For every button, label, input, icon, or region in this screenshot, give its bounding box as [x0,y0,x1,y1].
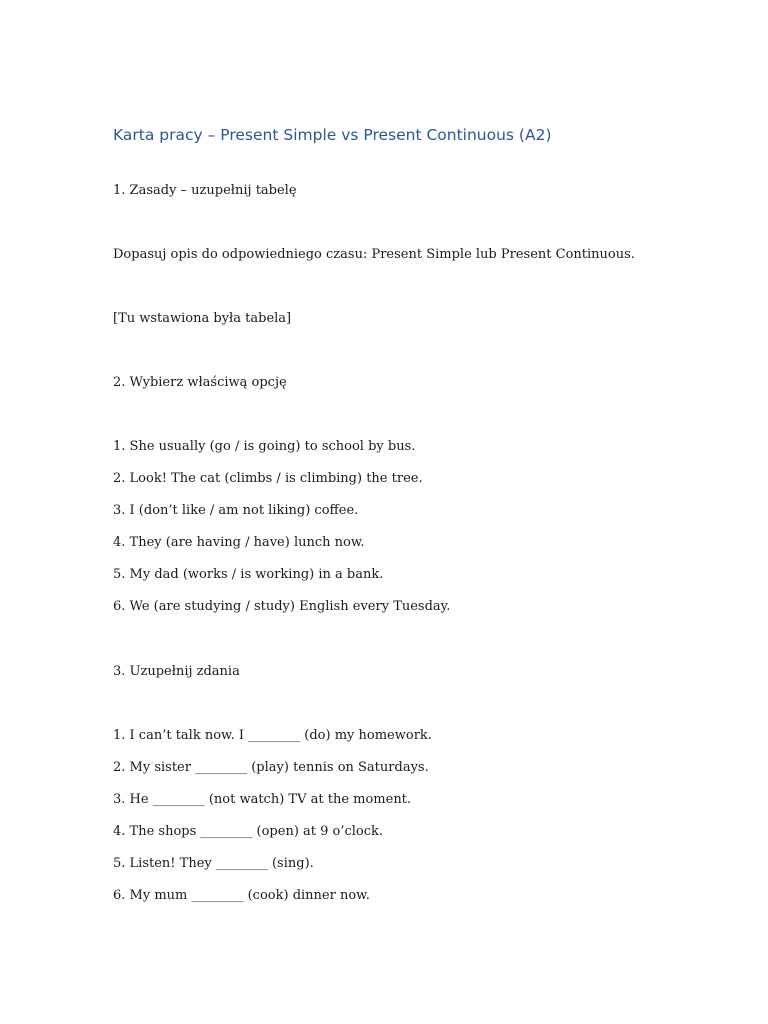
exercise-item: 6. We (are studying / study) English every Tuesday. [113,599,451,614]
exercise-item: 3. I (don’t like / am not liking) coffee. [113,503,359,518]
exercise-item: 2. Look! The cat (climbs / is climbing) the tree. [113,471,423,486]
section1-instruction: Dopasuj opis do odpowiedniego czasu: Present Simple lub Present Continuous. [113,247,635,262]
section1-heading: 1. Zasady – uzupełnij tabelę [113,183,297,198]
fill-in-item: 5. Listen! They ________ (sing). [113,856,314,871]
section2-heading: 2. Wybierz właściwą opcję [113,375,287,390]
fill-in-item: 4. The shops ________ (open) at 9 o’clock. [113,824,384,839]
fill-in-item: 1. I can’t talk now. I ________ (do) my homework. [113,728,432,743]
section3-heading: 3. Uzupełnij zdania [113,664,240,679]
fill-in-item: 2. My sister ________ (play) tennis on Saturdays. [113,760,429,775]
document-title: Karta pracy – Present Simple vs Present Continuous (A2) [113,126,552,144]
fill-in-item: 6. My mum ________ (cook) dinner now. [113,888,370,903]
exercise-item: 1. She usually (go / is going) to school by bus. [113,439,416,454]
exercise-item: 5. My dad (works / is working) in a bank. [113,567,384,582]
table-placeholder: [Tu wstawiona była tabela] [113,311,292,326]
fill-in-item: 3. He ________ (not watch) TV at the moment. [113,792,412,807]
exercise-item: 4. They (are having / have) lunch now. [113,535,365,550]
